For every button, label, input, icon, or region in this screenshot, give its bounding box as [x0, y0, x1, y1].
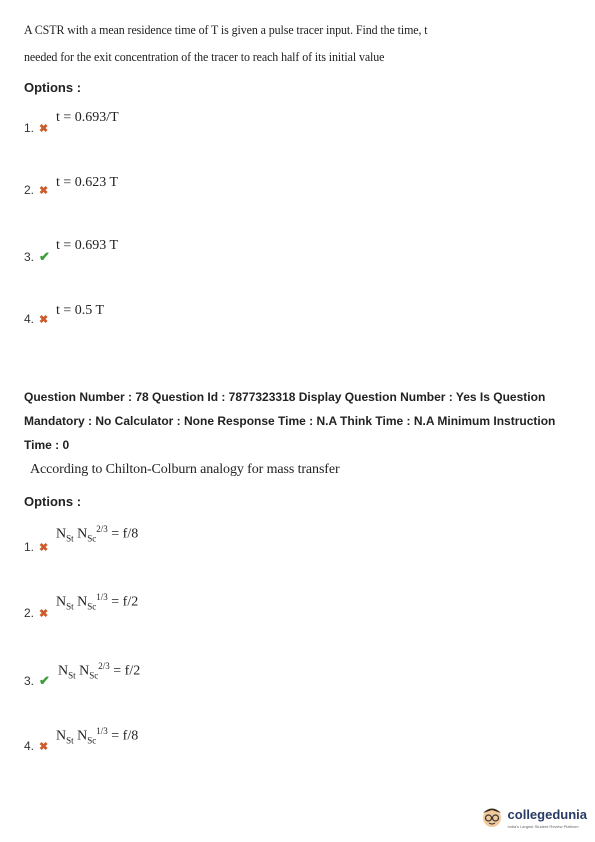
wrong-mark-icon: ✖: [39, 541, 49, 554]
option-number: 4. ✖: [24, 739, 49, 753]
option-text: t = 0.623 T: [56, 175, 119, 190]
option-formula: $N_{St}$ $N_{Sc}^{2/3} = f/2$: [58, 661, 141, 681]
correct-check-icon: ✔: [39, 673, 50, 688]
option-number: 3. ✔: [24, 249, 50, 264]
correct-check-icon: ✔: [39, 249, 50, 264]
option-number: 2. ✖: [24, 183, 49, 197]
logo-tagline: India's Largest Student Review Platform: [507, 823, 579, 829]
wrong-mark-icon: ✖: [39, 184, 49, 197]
option-number: 1. ✖: [24, 540, 49, 554]
logo-wordmark: collegedunia: [507, 806, 587, 822]
question-1-line-1: A CSTR with a mean residence time of T is given a pulse tracer input. Find the time, t: [24, 22, 428, 37]
question-meta-line-1: Question Number : 78 Question Id : 7877323318 Display Question Number : Yes Is Question: [24, 390, 546, 404]
wrong-mark-icon: ✖: [39, 740, 49, 753]
option-text: t = 0.5 T: [56, 303, 105, 318]
option-text: t = 0.693 T: [56, 238, 119, 253]
wrong-mark-icon: ✖: [39, 313, 49, 326]
option-text: t = 0.693/T: [56, 110, 119, 125]
question-1-line-2: needed for the exit concentration of the tracer to reach half of its initial value: [24, 49, 385, 64]
options-label: Options :: [24, 494, 82, 509]
option-formula: $N_{St}$ $N_{Sc}^{1/3} = f/2$: [56, 592, 139, 612]
question-meta-line-3: Time : 0: [24, 438, 70, 452]
option-number: 1. ✖: [24, 121, 49, 135]
question-2-text: According to Chilton-Colburn analogy for mass transfer: [30, 462, 340, 477]
question-meta-line-2: Mandatory : No Calculator : None Response Time : N.A Think Time : N.A Minimum Instruction: [24, 414, 556, 428]
option-formula: $N_{St}$ $N_{Sc}^{1/3} = f/8$: [56, 726, 139, 746]
student-mascot-icon: [480, 804, 504, 830]
option-number: 4. ✖: [24, 312, 49, 326]
options-label: Options :: [24, 80, 82, 95]
collegedunia-logo: [480, 804, 587, 830]
wrong-mark-icon: ✖: [39, 122, 49, 135]
option-number: 2. ✖: [24, 606, 49, 620]
option-formula: $N_{St}$ $N_{Sc}^{2/3} = f/8$: [56, 524, 139, 544]
wrong-mark-icon: ✖: [39, 607, 49, 620]
option-number: 3. ✔: [24, 673, 50, 688]
